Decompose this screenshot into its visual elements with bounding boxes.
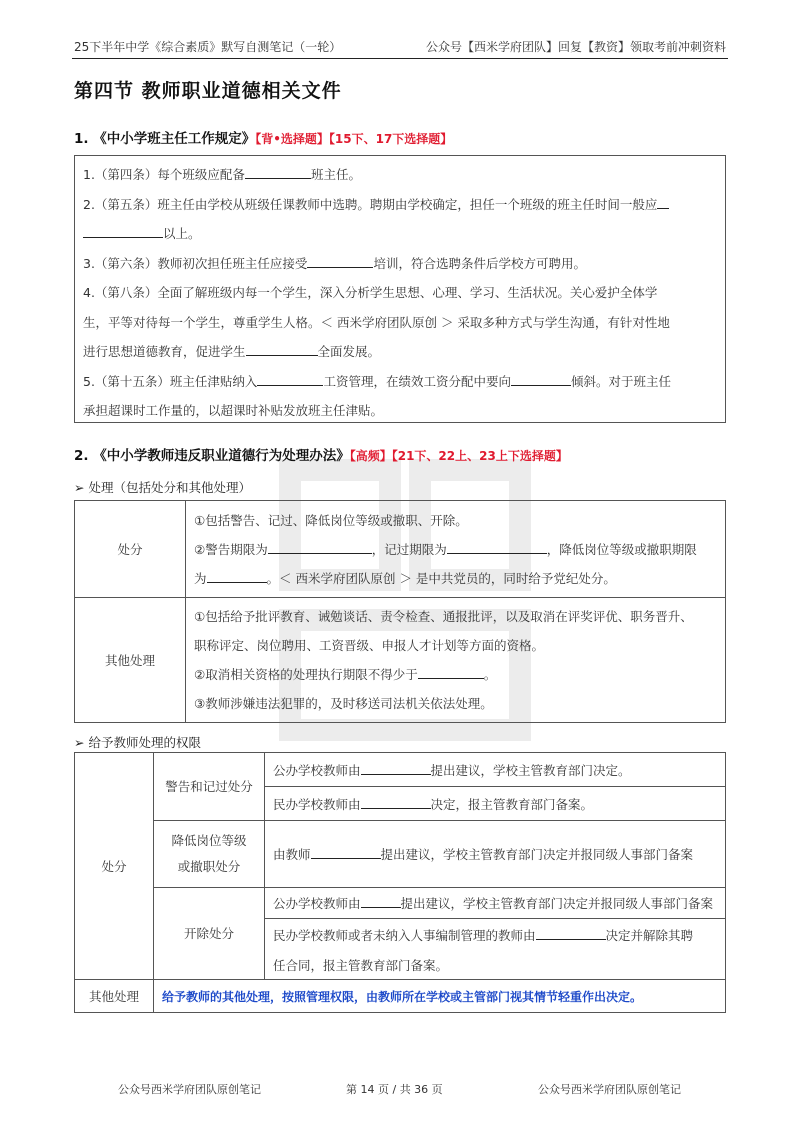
fill-blank[interactable]: [361, 762, 431, 775]
q1-line-2: 2.（第五条）班主任由学校从班级任课教师中选聘。聘期由学校确定，担任一个班级的班主任时间一般应: [83, 190, 717, 220]
subheading-handling: ➢ 处理（包括处分和其他处理）: [74, 480, 251, 495]
q1-line-4: 3.（第六条）教师初次担任班主任应接受 培训，符合选聘条件后学校方可聘用。: [83, 255, 586, 271]
question-1-tag: 【背•选择题】【15下、17下选择题】: [255, 132, 453, 146]
fill-blank[interactable]: [311, 846, 381, 859]
question-1-title: 1. 《中小学班主任工作规定》: [74, 131, 256, 147]
header-left: 25下半年中学《综合素质》默写自测笔记（一轮）: [74, 40, 342, 54]
col-head-punishment: 处分: [75, 753, 154, 980]
group-warning: 警告和记过处分: [154, 753, 265, 821]
row-head-other: 其他处理: [75, 598, 186, 723]
fill-blank[interactable]: [447, 541, 547, 554]
handling-table: [74, 500, 726, 723]
q1-line-3: 以上。: [83, 219, 717, 249]
row-head-other-handling: 其他处理: [75, 980, 154, 1013]
fill-blank[interactable]: [257, 373, 323, 386]
header-divider: [72, 58, 728, 59]
q1-line-8: 5.（第十五条）班主任津贴纳入 工资管理，在绩效工资分配中要向 倾斜。对于班主任: [83, 373, 671, 389]
section-title: 第四节 教师职业道德相关文件: [74, 80, 342, 102]
fill-blank[interactable]: [207, 570, 267, 583]
dismissal-private-1: 民办学校教师或者未纳入人事编制管理的教师由 决定并解除其聘: [265, 919, 726, 952]
footer-left: 公众号西米学府团队原创笔记: [118, 1083, 261, 1096]
fill-blank[interactable]: [361, 895, 401, 908]
page-number: 第 14 页 / 共 36 页: [346, 1083, 443, 1096]
question-1-heading: [74, 127, 452, 147]
subheading-authority: ➢ 给予教师处理的权限: [74, 735, 201, 750]
fill-blank[interactable]: [511, 373, 571, 386]
footer-right: 公众号西米学府团队原创笔记: [538, 1083, 681, 1096]
question-2-title: 2. 《中小学教师违反职业道德行为处理办法》: [74, 448, 350, 464]
punishment-content: ①包括警告、记过、降低岗位等级或撤职、开除。 ②警告期限为 ，记过期限为 ，降低岗位等级或撤职期限 为 。＜ 西米学府团队原创 ＞ 是中共党员的，同时给予党纪处分。: [186, 501, 726, 598]
other-handling-text: 给予教师的其他处理，按照管理权限，由教师所在学校或主管部门视其情节轻重作出决定。: [154, 980, 726, 1013]
dismissal-public: 公办学校教师由 提出建议，学校主管教育部门决定并报同级人事部门备案: [265, 888, 726, 919]
fill-blank[interactable]: [245, 166, 311, 179]
dismissal-private-2: 任合同，报主管教育部门备案。: [265, 951, 726, 980]
q1-line-6: 生，平等对待每一个学生，尊重学生人格。＜ 西米学府团队原创 ＞ 采取多种方式与学生沟通，有针对性地: [83, 314, 670, 330]
q1-line-5: 4.（第八条）全面了解班级内每一个学生，深入分析学生思想、心理、学习、生活状况。关心爱护全体学: [83, 285, 658, 300]
q1-line-7: 进行思想道德教育，促进学生 全面发展。: [83, 344, 381, 359]
header-right: 公众号【西米学府团队】回复【教资】领取考前冲刺资料: [425, 40, 726, 54]
q1-line-1: 1.（第四条）每个班级应配备 班主任。: [83, 167, 361, 182]
row-head-punishment: 处分: [75, 501, 186, 598]
warning-private: 民办学校教师由 决定，报主管教育部门备案。: [265, 787, 726, 821]
fill-blank[interactable]: [361, 796, 431, 809]
fill-blank[interactable]: [307, 255, 373, 268]
fill-blank[interactable]: [83, 225, 163, 238]
question-2-heading: [74, 444, 568, 464]
warning-public: 公办学校教师由 提出建议，学校主管教育部门决定。: [265, 753, 726, 787]
fill-blank[interactable]: [657, 196, 669, 209]
authority-table: [74, 752, 726, 1013]
question-2-tag: 【高频】【21下、22上、23上下选择题】: [349, 449, 568, 463]
fill-blank[interactable]: [268, 541, 372, 554]
group-demotion: 降低岗位等级 或撤职处分: [154, 821, 265, 888]
fill-blank[interactable]: [418, 666, 484, 679]
question-1-box: [74, 155, 726, 423]
group-dismissal: 开除处分: [154, 888, 265, 980]
fill-blank[interactable]: [536, 927, 606, 940]
fill-blank[interactable]: [246, 343, 318, 356]
q1-line-9: 承担超课时工作量的，以超课时补贴发放班主任津贴。: [83, 403, 384, 418]
demotion-content: 由教师 提出建议，学校主管教育部门决定并报同级人事部门备案: [265, 821, 726, 888]
other-content: ①包括给予批评教育、诫勉谈话、责令检查、通报批评，以及取消在评奖评优、职务晋升、 职称评定、岗位聘用、工资晋级、申报人才计划等方面的资格。 ②取消相关资格的处理执行期限不得少于 。 ③教师涉嫌违法犯罪的，及时移送司法机关依法处理。: [186, 598, 726, 723]
